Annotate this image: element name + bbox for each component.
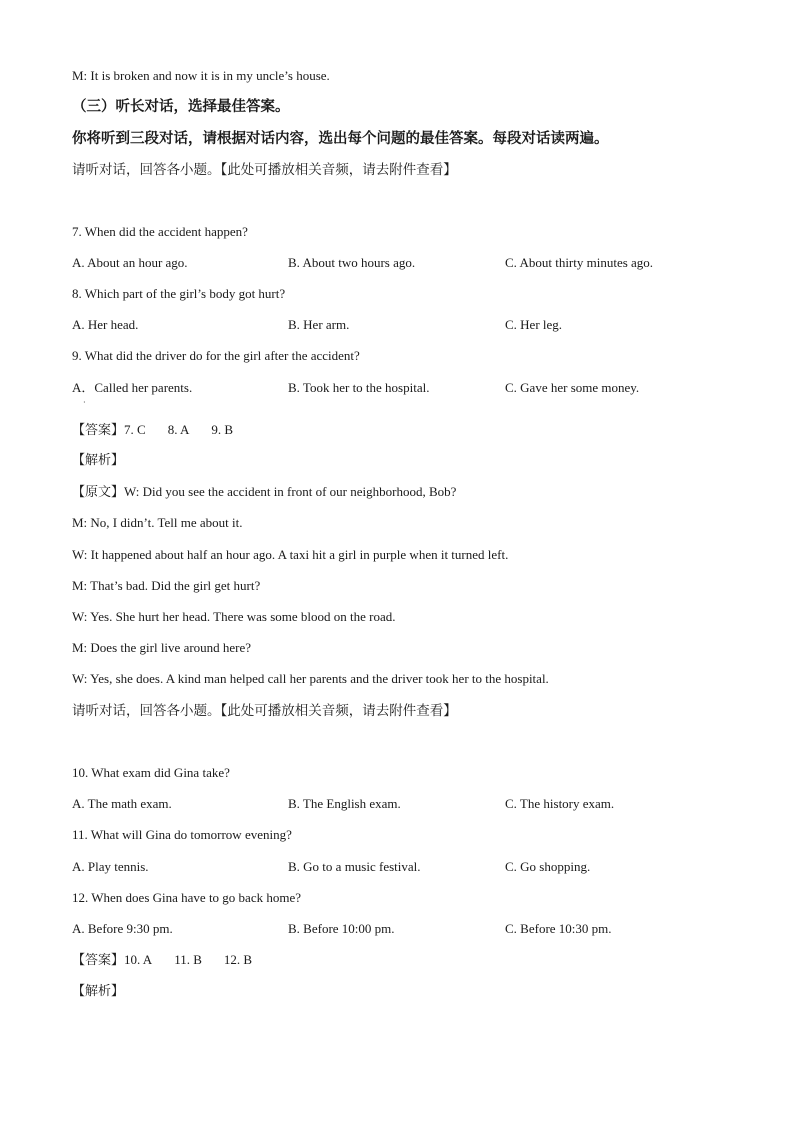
- answer-label: 【答案】: [72, 423, 125, 438]
- option-c: C. Go shopping.: [505, 859, 591, 874]
- answer-item: 8. A: [167, 422, 190, 437]
- transcript-line: W: Yes, she does. A kind man helped call her parents and the driver took her to the hospital.: [72, 671, 549, 686]
- answer-line: [72, 951, 274, 970]
- question-7: 7. When did the accident happen?: [72, 224, 248, 239]
- question-12: 12. When does Gina have to go back home?: [72, 890, 301, 905]
- section-heading: （三）听长对话，选择最佳答案。: [72, 99, 290, 115]
- option-a: A. Play tennis.: [72, 859, 149, 874]
- option-b: B. Her arm.: [288, 317, 350, 332]
- question-12-options: [72, 920, 752, 938]
- transcript-line: M: No, I didn’t. Tell me about it.: [72, 515, 243, 530]
- answer-item: 10. A: [124, 952, 153, 967]
- question-9-options: [72, 379, 752, 397]
- transcript-label: 【原文】: [72, 485, 125, 500]
- question-8: 8. Which part of the girl’s body got hurt?: [72, 286, 286, 301]
- option-a: A. About an hour ago.: [72, 255, 188, 270]
- analysis-label: 【解析】: [72, 984, 125, 999]
- answer-item: 11. B: [174, 952, 202, 967]
- audio-note: 请听对话，回答各小题。【此处可播放相关音频，请去附件查看】: [72, 162, 457, 178]
- answer-item: 12. B: [223, 952, 253, 967]
- option-a: A．Called her parents.: [72, 380, 193, 395]
- question-11: 11. What will Gina do tomorrow evening?: [72, 827, 292, 842]
- answer-item: 9. B: [211, 422, 234, 437]
- question-9: 9. What did the driver do for the girl after the accident?: [72, 348, 360, 363]
- transcript-line: W: Yes. She hurt her head. There was some blood on the road.: [72, 609, 396, 624]
- option-c: C. Before 10:30 pm.: [505, 921, 612, 936]
- question-8-options: [72, 316, 752, 334]
- transcript-line: M: That’s bad. Did the girl get hurt?: [72, 578, 261, 593]
- question-10: 10. What exam did Gina take?: [72, 765, 230, 780]
- option-b: B. Took her to the hospital.: [288, 380, 430, 395]
- transcript-line: W: It happened about half an hour ago. A taxi hit a girl in purple when it turned left.: [72, 547, 509, 562]
- option-a: A. Her head.: [72, 317, 139, 332]
- answer-line: [72, 421, 255, 440]
- option-b: B. The English exam.: [288, 796, 401, 811]
- option-c: C. Gave her some money.: [505, 380, 640, 395]
- transcript-line: M: Does the girl live around here?: [72, 640, 252, 655]
- option-c: C. The history exam.: [505, 796, 615, 811]
- option-b: B. About two hours ago.: [288, 255, 416, 270]
- transcript-text: W: Did you see the accident in front of our neighborhood, Bob?: [124, 484, 457, 499]
- option-a: A. Before 9:30 pm.: [72, 921, 173, 936]
- analysis-label: 【解析】: [72, 453, 125, 468]
- question-10-options: [72, 795, 752, 813]
- instruction-text: 你将听到三段对话，请根据对话内容，选出每个问题的最佳答案。每段对话读两遍。: [72, 131, 609, 147]
- option-c: C. Her leg.: [505, 317, 563, 332]
- answer-label: 【答案】: [72, 953, 125, 968]
- transcript-first-line: [72, 483, 456, 502]
- option-b: B. Go to a music festival.: [288, 859, 421, 874]
- answer-item: 7. C: [124, 422, 146, 437]
- stray-mark: ·: [83, 398, 86, 407]
- audio-note: 请听对话，回答各小题。【此处可播放相关音频，请去附件查看】: [72, 703, 457, 719]
- option-c: C. About thirty minutes ago.: [505, 255, 654, 270]
- dialogue-line: M: It is broken and now it is in my uncle’s house.: [72, 68, 330, 83]
- question-7-options: [72, 254, 752, 272]
- question-11-options: [72, 858, 752, 876]
- option-a: A. The math exam.: [72, 796, 172, 811]
- option-b: B. Before 10:00 pm.: [288, 921, 395, 936]
